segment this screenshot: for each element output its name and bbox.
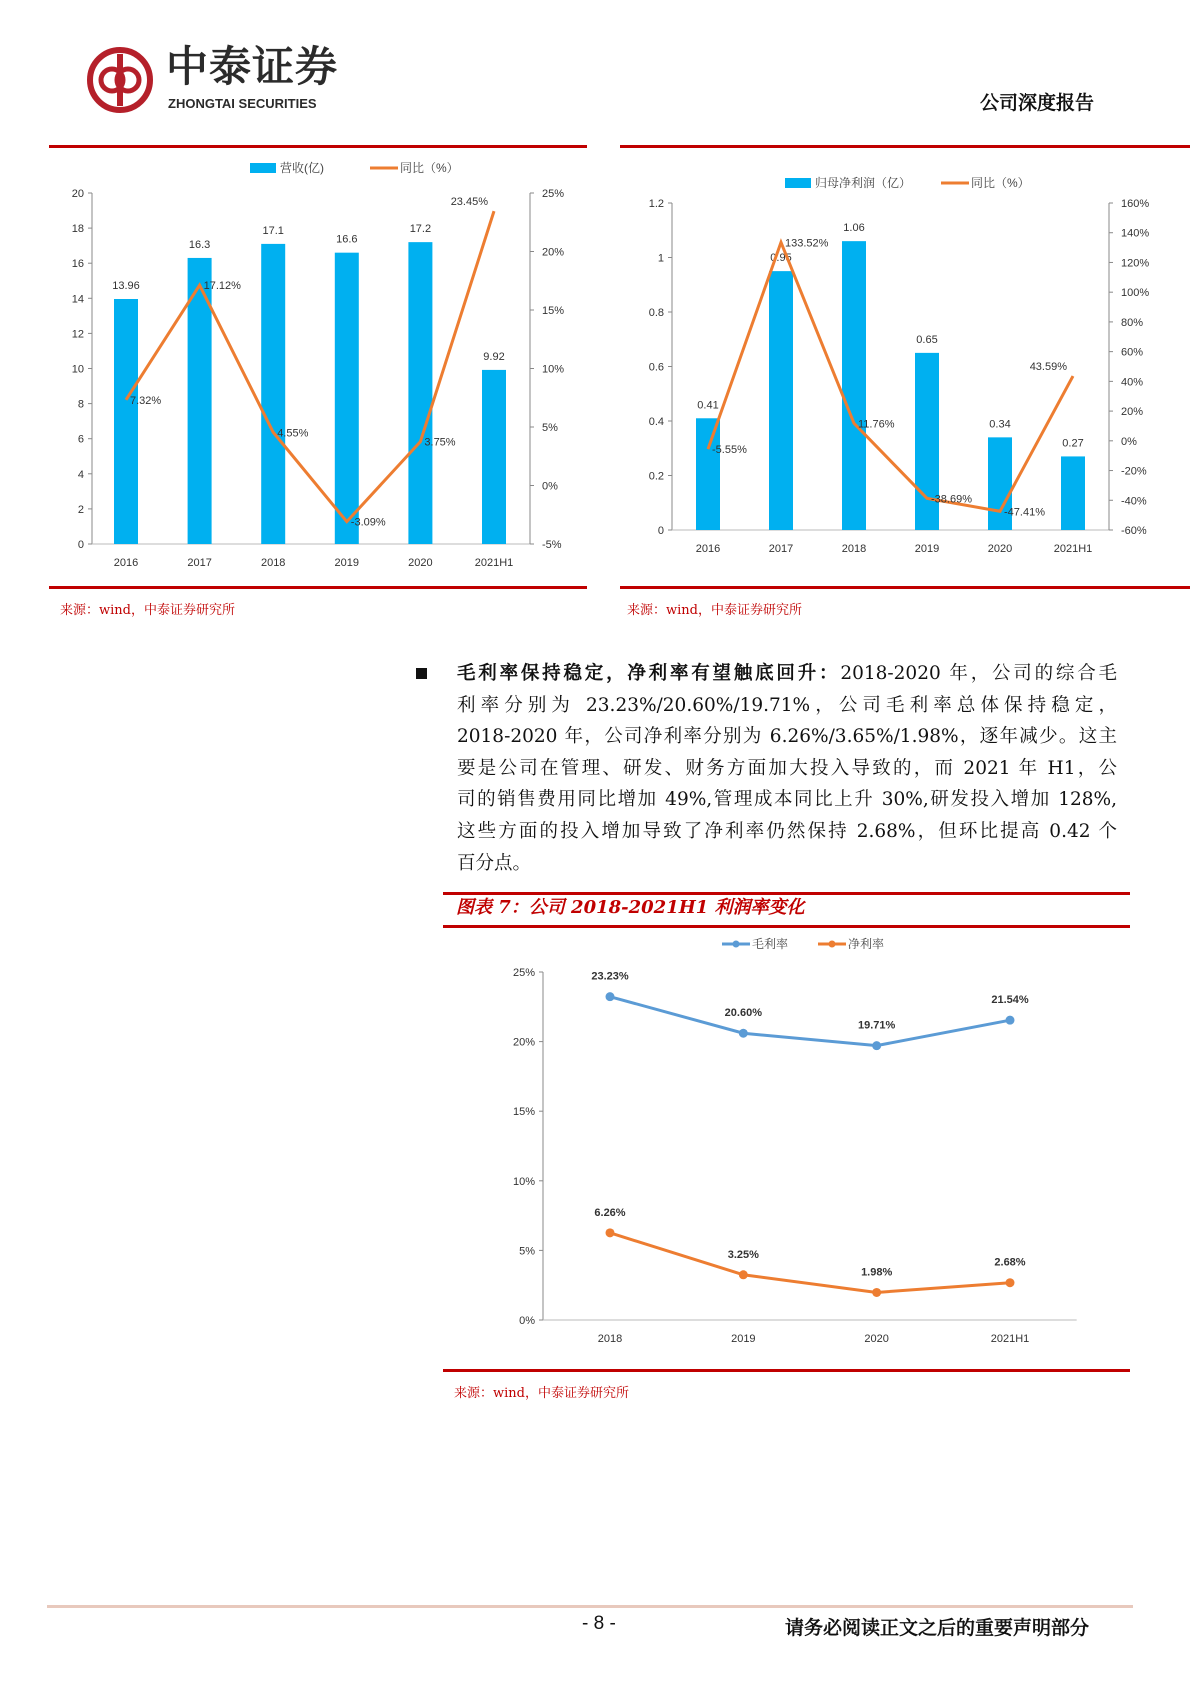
line-data-label: 7.32% (130, 394, 162, 407)
right-axis-tick-label: 160% (1121, 198, 1150, 210)
legend-bar-swatch (250, 163, 276, 173)
bar-data-label: 16.6 (336, 233, 358, 246)
right-axis-tick-label: 140% (1121, 227, 1150, 240)
left-axis-tick-label: 0.6 (648, 361, 664, 374)
x-axis-label: 2018 (597, 1333, 623, 1345)
legend-label: 营收(亿) (280, 161, 324, 175)
x-axis-label: 2021H1 (990, 1333, 1030, 1345)
left-axis-tick-label: 18 (71, 223, 84, 236)
point-data-label: 20.60% (724, 1007, 762, 1020)
series-line (610, 997, 1010, 1046)
line-data-label: 4.55% (277, 427, 309, 440)
bar-data-label: 17.1 (262, 224, 284, 237)
right-axis-tick-label: 10% (542, 363, 565, 376)
right-axis-tick-label: 100% (1121, 287, 1150, 300)
left-axis-tick-label: 20% (512, 1036, 535, 1049)
data-point (606, 992, 615, 1001)
left-axis-tick-label: 20 (71, 188, 84, 200)
legend-marker (829, 941, 836, 948)
legend-label: 同比（%） (400, 161, 459, 175)
line-data-label: 23.45% (450, 196, 488, 209)
x-axis-label: 2019 (914, 543, 940, 555)
paragraph-line: 2018-2020 年，公司的综合毛 (840, 663, 1117, 684)
x-axis-label: 2020 (864, 1333, 889, 1345)
figure7-source: 来源：wind，中泰证券研究所 (454, 1386, 629, 1401)
bar-data-label: 0.34 (989, 418, 1011, 431)
line-data-label: 17.12% (203, 280, 241, 293)
paragraph-heading: 毛利率保持稳定，净利率有望触底回升： (457, 663, 841, 684)
bar-data-label: 0.41 (697, 399, 719, 412)
bar (408, 242, 432, 544)
x-axis-label: 2021H1 (474, 557, 514, 569)
line-data-label: 3.75% (424, 436, 456, 449)
bar (769, 271, 793, 530)
bar (696, 418, 720, 530)
left-axis-tick-label: 16 (71, 258, 84, 271)
data-point (872, 1041, 881, 1050)
legend-label: 归母净利润（亿） (815, 176, 912, 190)
bar (114, 299, 138, 544)
left-axis-tick-label: 12 (71, 328, 84, 341)
data-point (872, 1288, 881, 1297)
line-data-label: -47.41% (1004, 506, 1045, 519)
legend-label: 毛利率 (752, 937, 789, 951)
bar-data-label: 13.96 (112, 280, 140, 293)
bar (261, 244, 285, 544)
point-data-label: 2.68% (994, 1256, 1026, 1269)
left-axis-tick-label: 2 (77, 503, 84, 516)
x-axis-label: 2018 (260, 557, 286, 569)
logo-chinese-name: 中泰证券 (166, 42, 339, 91)
line-data-label: 43.59% (1029, 361, 1067, 374)
right-axis-tick-label: -40% (1121, 495, 1147, 508)
bar-data-label: 0.95 (770, 252, 792, 265)
right-axis-tick-label: -5% (542, 539, 562, 551)
legend-label: 净利率 (848, 937, 885, 951)
legend-marker (733, 941, 740, 948)
right-axis-tick-label: 20% (1121, 406, 1144, 419)
series-line (126, 211, 494, 522)
paragraph-line: 司的销售费用同比增加 49%,管理成本同比上升 30%,研发投入增加 128%, (457, 789, 1117, 811)
chart2-source: 来源：wind，中泰证券研究所 (627, 603, 802, 618)
left-axis-tick-label: 0 (657, 525, 664, 537)
right-axis-tick-label: 80% (1121, 316, 1144, 329)
left-axis-tick-label: 14 (71, 293, 84, 306)
bar (842, 241, 866, 530)
x-axis-label: 2016 (113, 557, 139, 569)
chart1-source: 来源：wind，中泰证券研究所 (60, 603, 235, 618)
x-axis-label: 2016 (695, 543, 721, 555)
bar-data-label: 0.27 (1062, 437, 1084, 450)
x-axis-label: 2017 (768, 543, 794, 555)
left-axis-tick-label: 15% (512, 1106, 535, 1119)
series-line (610, 1233, 1010, 1293)
bar-data-label: 0.65 (916, 333, 938, 346)
right-axis-tick-label: 0% (1121, 435, 1137, 448)
line-data-label: -38.69% (931, 493, 972, 506)
point-data-label: 1.98% (861, 1266, 893, 1279)
left-axis-tick-label: 1.2 (648, 198, 664, 210)
x-axis-label: 2017 (187, 557, 212, 569)
series-line (708, 242, 1073, 511)
right-axis-tick-label: 120% (1121, 257, 1150, 270)
point-data-label: 3.25% (727, 1248, 759, 1261)
bar-data-label: 17.2 (409, 223, 432, 236)
right-axis-tick-label: 40% (1121, 376, 1144, 389)
x-axis-label: 2019 (334, 557, 360, 569)
left-axis-tick-label: 0.8 (648, 307, 664, 319)
right-axis-tick-label: 25% (542, 188, 565, 200)
paragraph-line: 百分点。 (457, 852, 532, 874)
x-axis-label: 2019 (731, 1333, 756, 1345)
point-data-label: 19.71% (858, 1019, 896, 1032)
right-axis-tick-label: 0% (542, 480, 558, 493)
bar-data-label: 1.06 (843, 222, 865, 235)
left-axis-tick-label: 8 (77, 398, 84, 411)
paragraph-line: 这些方面的投入增加导致了净利率仍然保持 2.68%，但环比提高 0.42 个 (457, 820, 1117, 842)
left-axis-tick-label: 10 (71, 363, 84, 376)
data-point (1006, 1016, 1015, 1025)
footer-disclaimer: 请务必阅读正文之后的重要声明部分 (785, 1617, 1090, 1639)
left-axis-tick-label: 5% (519, 1245, 535, 1258)
bar (335, 253, 359, 544)
paragraph-line: 2018-2020 年，公司净利率分别为 6.26%/3.65%/1.98%，逐年减少。这主 (457, 726, 1117, 748)
legend-label: 同比（%） (971, 176, 1030, 190)
x-axis-label: 2020 (987, 543, 1013, 555)
right-axis-tick-label: 15% (542, 305, 565, 317)
point-data-label: 23.23% (591, 970, 629, 983)
data-point (739, 1029, 748, 1038)
line-data-label: 133.52% (785, 237, 829, 250)
line-data-label: -3.09% (350, 516, 386, 529)
legend-bar-swatch (785, 178, 811, 188)
logo-english-name: ZHONGTAI SECURITIES (168, 96, 317, 111)
right-axis-tick-label: 60% (1121, 346, 1144, 359)
left-axis-tick-label: 6 (77, 433, 84, 446)
figure7-title: 图表 7：公司 2018-2021H1 利润率变化 (456, 897, 805, 918)
page-number: - 8 - (582, 1613, 616, 1634)
point-data-label: 21.54% (991, 994, 1029, 1007)
data-point (739, 1270, 748, 1279)
left-axis-tick-label: 25% (512, 967, 535, 979)
bar-data-label: 9.92 (483, 350, 505, 363)
point-data-label: 6.26% (594, 1206, 626, 1219)
left-axis-tick-label: 4 (77, 468, 84, 481)
right-axis-tick-label: -60% (1121, 525, 1147, 537)
left-axis-tick-label: 10% (512, 1175, 535, 1188)
bar (1061, 456, 1085, 530)
bar-data-label: 16.3 (188, 238, 211, 251)
right-axis-tick-label: 5% (542, 422, 558, 434)
line-data-label: -5.55% (712, 444, 747, 457)
x-axis-label: 2021H1 (1053, 543, 1093, 555)
data-point (1006, 1278, 1015, 1287)
x-axis-label: 2020 (408, 557, 433, 569)
paragraph-line: 要是公司在管理、研发、财务方面加大投入导致的，而 2021 年 H1，公 (457, 757, 1117, 779)
report-type: 公司深度报告 (980, 92, 1095, 114)
left-axis-tick-label: 0 (77, 539, 84, 551)
line-data-label: 11.76% (858, 418, 895, 431)
x-axis-label: 2018 (841, 543, 867, 555)
bar (482, 370, 506, 544)
left-axis-tick-label: 0.2 (648, 470, 664, 483)
right-axis-tick-label: -20% (1121, 465, 1147, 478)
paragraph-line: 利率分别为 23.23%/20.60%/19.71%，公司毛利率总体保持稳定， (457, 694, 1117, 716)
right-axis-tick-label: 20% (542, 246, 565, 259)
left-axis-tick-label: 0% (519, 1315, 535, 1327)
left-axis-tick-label: 1 (657, 252, 664, 265)
left-axis-tick-label: 0.4 (648, 416, 664, 428)
data-point (606, 1228, 615, 1237)
